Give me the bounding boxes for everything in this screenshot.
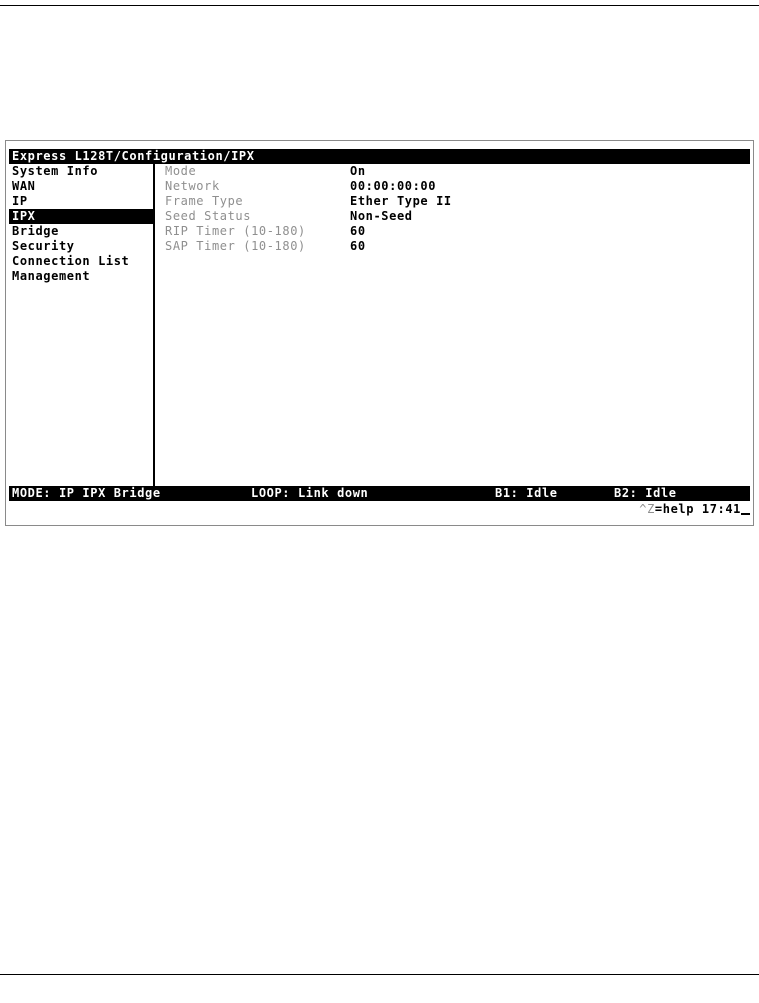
status-b1: B1: Idle (495, 486, 558, 500)
sidebar-item-system-info[interactable]: System Info (12, 164, 99, 178)
field-label: Mode (165, 164, 197, 178)
sidebar-item-ipx[interactable]: IPX (9, 209, 153, 224)
rip-timer-value[interactable]: 60 (350, 224, 366, 238)
mode-value[interactable]: On (350, 164, 366, 178)
sap-timer-value[interactable]: 60 (350, 239, 366, 253)
status-loop: LOOP: Link down (251, 486, 369, 500)
field-row-mode (165, 164, 745, 179)
field-row-network (165, 179, 745, 194)
page-bottom-rule (0, 974, 759, 975)
ctrl-z-hint: ^Z (639, 502, 655, 516)
field-row-frame-type (165, 194, 745, 209)
frame-type-value[interactable]: Ether Type II (350, 194, 452, 208)
sidebar-item-ip[interactable]: IP (12, 194, 28, 208)
field-label: Seed Status (165, 209, 252, 223)
sidebar-item-security[interactable]: Security (12, 239, 75, 253)
status-bar (9, 486, 750, 501)
sidebar-item-management[interactable]: Management (12, 269, 91, 283)
field-row-rip-timer (165, 224, 745, 239)
help-line (639, 502, 750, 517)
terminal-inner (9, 149, 750, 521)
field-label: RIP Timer (10-180) (165, 224, 306, 238)
network-value[interactable]: 00:00:00:00 (350, 179, 437, 193)
cursor (741, 502, 750, 515)
sidebar-menu (9, 164, 155, 486)
sidebar-item-bridge[interactable]: Bridge (12, 224, 59, 238)
status-b2: B2: Idle (614, 486, 677, 500)
status-mode: MODE: IP IPX Bridge (12, 486, 161, 500)
field-row-seed-status (165, 209, 745, 224)
field-label: SAP Timer (10-180) (165, 239, 306, 253)
sidebar-item-wan[interactable]: WAN (12, 179, 36, 193)
field-label: Frame Type (165, 194, 244, 208)
ipx-settings-panel (165, 164, 745, 254)
terminal-screen (5, 140, 754, 526)
page-top-rule (0, 5, 759, 6)
sidebar-item-connection-list[interactable]: Connection List (12, 254, 130, 268)
help-hint: =help (654, 502, 695, 516)
clock: 17:41 (701, 502, 741, 516)
field-row-sap-timer (165, 239, 745, 254)
seed-status-value[interactable]: Non-Seed (350, 209, 413, 223)
field-label: Network (165, 179, 220, 193)
window-title: Express L128T/Configuration/IPX (9, 149, 750, 164)
